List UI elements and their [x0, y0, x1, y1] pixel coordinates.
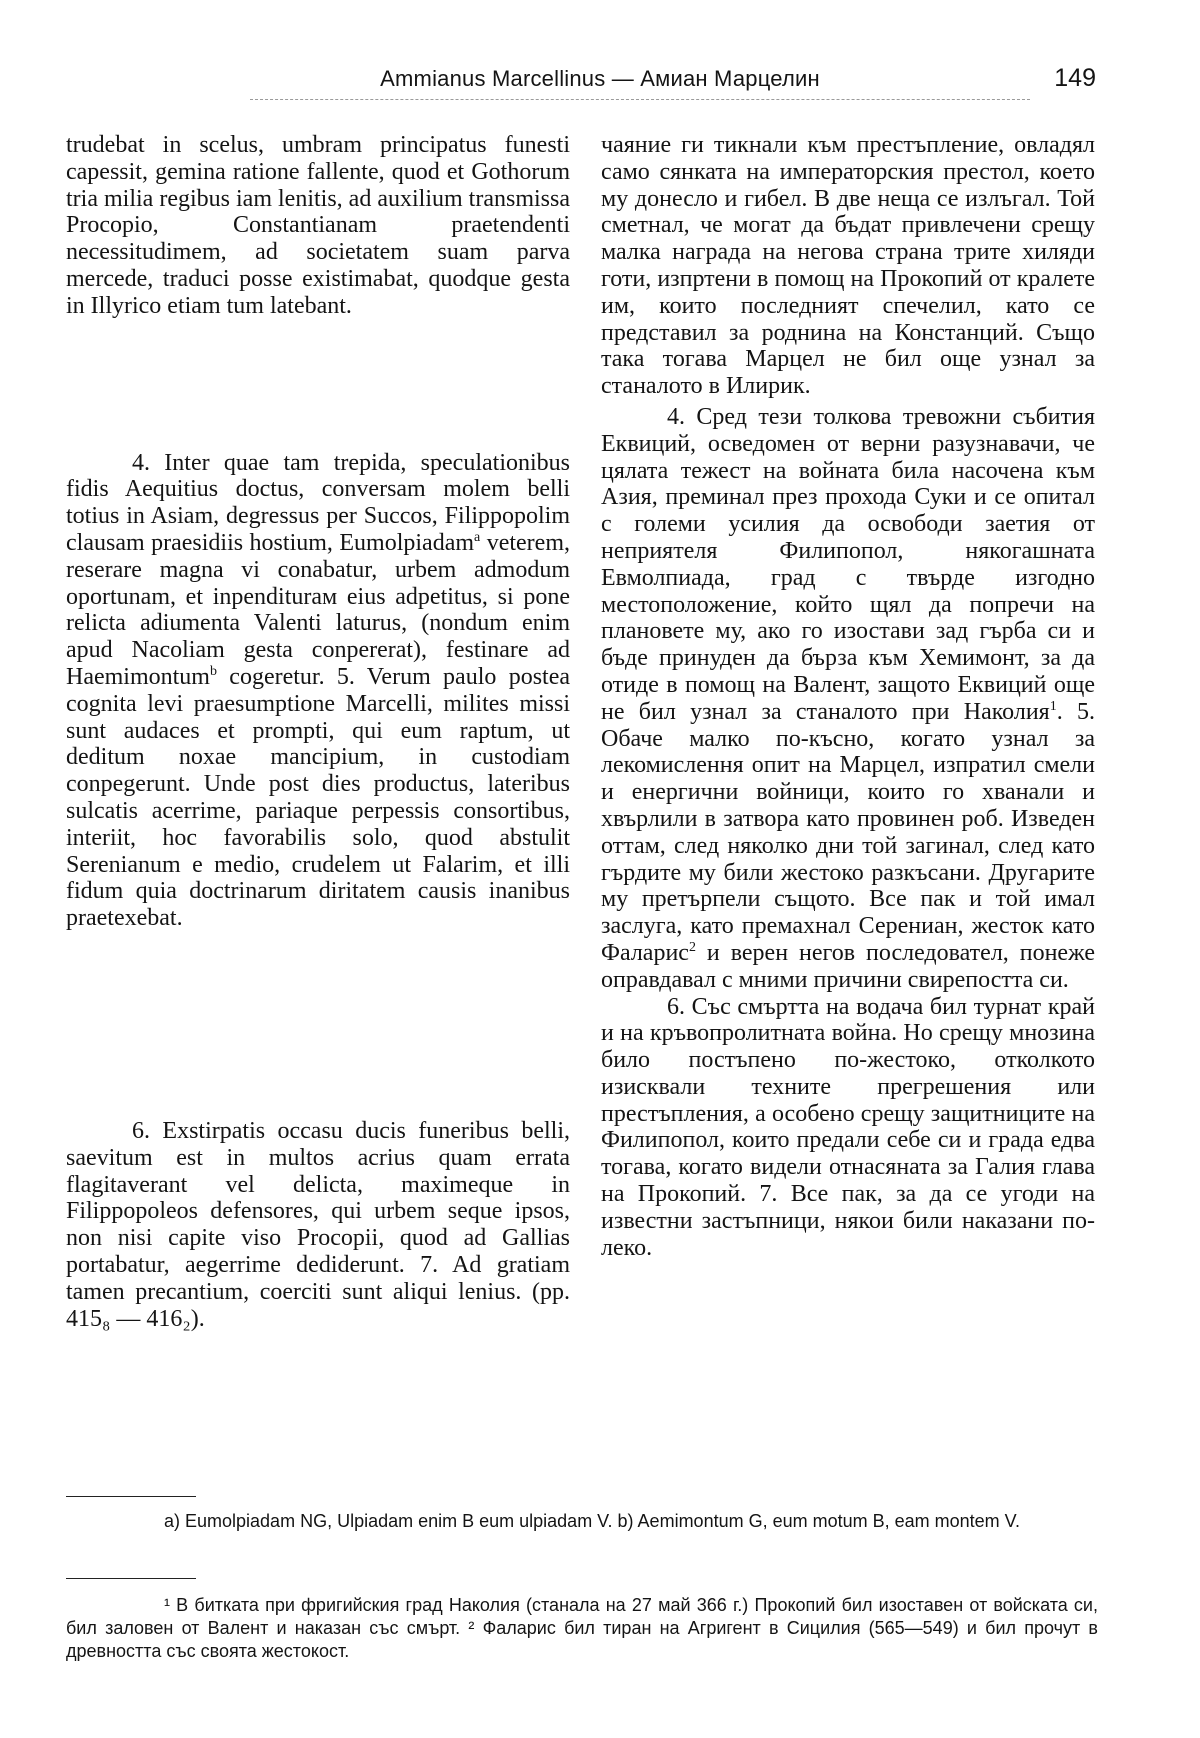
- apparatus-text: a) Eumolpiadam NG, Ulpiadam enim B eum ulpiadam V. b) Aemimontum G, eum motum B, eam montem V.: [164, 1511, 1021, 1531]
- latin-p4-text-a: 4. Inter quae tam trepida, speculationibus fidis Aequitius doctus, conversam molem belli totius in Asiam, degressus per Succos, Filippopolim clausam praesidiis hostium, Eumolpiadam: [66, 449, 570, 556]
- latin-p4-text-c: cogeretur. 5. Verum paulo postea cognita levi praesumptione Marcelli, milites missi sunt audaces et prompti, qui eum raptum, ut deditum noxae mancipium, in custodiam conpegerunt. Unde post dies productus, lateribus sulcatis acerrime, pariaque perpessis consortibus, interiit, hoc favorabilis solo, quod abstulit Serenianum e medio, crudelem ut Falarim, et illi fidum quia doctrinarum diritatem causis inanibus praetexebat.: [66, 663, 570, 932]
- latin-paragraph-6: 6. Exstirpatis occasu ducis funeribus belli, saevitum est in multos acrius quam errata flagitaverant vel delicta, maximeque in Filippopoleos defensores, qui urbem seque ipsos, non nisi capite viso Procopii, quod ad Gallias portabatur, aegerrime dediderunt. 7. Ad gratiam tamen precantium, coerciti sunt aliqui lenius. (pp. 415₈ — 416₂).: [66, 1117, 570, 1332]
- apparatus-ref-b: b: [209, 663, 217, 679]
- bulgarian-p4-text-a: 4. Сред тези толкова тревожни събития Еквиций, осведомен от верни разузнавачи, че цялата тежест на войната била насочена към Азия, преминал през прохода Суки и се опитал с големи усилия да освободи заетия от неприятеля Филипопол, някогашната Евмолпиада, град с твърде изгодно местоположение, който щял да попречи на плановете му, ако го изостави зад гърба си и бъде принуден да бърза към Хемимонт, за да отиде в помощ на Валент, защото Еквиций още не бил узнал за станалото при Наколия: [601, 403, 1095, 725]
- footnote-text: ¹ В битката при фригийския град Наколия (станала на 27 май 366 г.) Прокопий бил изоставен от войската си, бил заловен от Валент и наказан със смърт. ² Фаларис бил тиран на Агригент в Сицилия (565—549) и бил прочут в древността със своята жестокост.: [66, 1595, 1098, 1661]
- apparatus-ref-a: a: [474, 529, 481, 545]
- bulgarian-paragraph-intro: чаяние ги тикнали към престъпление, овладял само сянката на императорския престол, което му донесло и гибел. В две неща се излъгал. Той сметнал, че могат да бъдат привлечени срещу малка награда на негова страна трите хиляди готи, изпртени в помощ на Прокопий от кралете им, които последният спечелил, като се представил за роднина на Констанций. Също така тогава Марцел не бил още узнал за станалото в Илирик.: [601, 132, 1095, 400]
- apparatus-divider: [66, 1496, 196, 1497]
- critical-apparatus: [66, 1510, 1098, 1533]
- bulgarian-paragraph-6: 6. Със смъртта на водача бил турнат край и на кръвопролитната война. Но срещу мнозина било постъпено по-жестоко, отколкото изисквали техните прегрешения или престъпления, а особено срещу защитниците на Филипопол, които предали себе си и града едва тогава, когато видели отнасяната за Галия глава на Прокопий. 7. Все пак, за да се угоди на известни застъпници, някои били наказани по-леко.: [601, 993, 1095, 1261]
- translation-footnotes: [66, 1594, 1098, 1663]
- running-header-title: Ammianus Marcellinus — Амиан Марцелин: [380, 66, 820, 91]
- footnote-ref-1: 1: [1049, 698, 1057, 714]
- footnote-ref-2: 2: [688, 939, 696, 955]
- footnote-divider: [66, 1578, 196, 1579]
- header-rule: [250, 99, 1030, 100]
- latin-paragraph-4: [66, 450, 570, 932]
- bulgarian-column: [601, 132, 1095, 1261]
- bulgarian-p4-text-b: . 5. Обаче малко по-късно, когато узнал за лекомислення опит на Марцел, изпратил смели и енергични войници, които го хванали и хвърлили в затвора като провинен роб. Изведен оттам, след няколко дни той загинал, след като гърдите му били жестоко разкъсани. Другарите му претърпели същото. Все пак и той имал заслуга, като премахнал Серениан, жесток като Фаларис: [601, 698, 1096, 966]
- bulgarian-p4-text-c: и верен негов последовател, понеже оправдавал с мними причини свирепостта си.: [601, 939, 1095, 993]
- page-number: 149: [1054, 64, 1096, 92]
- bulgarian-paragraph-4: [601, 404, 1095, 994]
- latin-p4-text-b: veterem, reserare magna vi conabatur, urbem admodum oportunam, et inpenditurам eius adpetitus, si pone relicta adiumenta Valenti laturus, (nondum enim apud Nacoliam gesta conpererat), festinare ad Haemimontum: [66, 529, 570, 690]
- latin-column: [66, 132, 570, 1332]
- latin-paragraph-intro: trudebat in scelus, umbram principatus funesti capessit, gemina ratione fallente, quod et Gothorum tria milia regibus iam lenitis, ad auxilium transmissa Procopio, Constantianam praetendenti necessitudimem, ad societatem suam parva mercede, traduci posse existimabat, quodque gesta in Illyrico etiam tum latebant.: [66, 132, 570, 319]
